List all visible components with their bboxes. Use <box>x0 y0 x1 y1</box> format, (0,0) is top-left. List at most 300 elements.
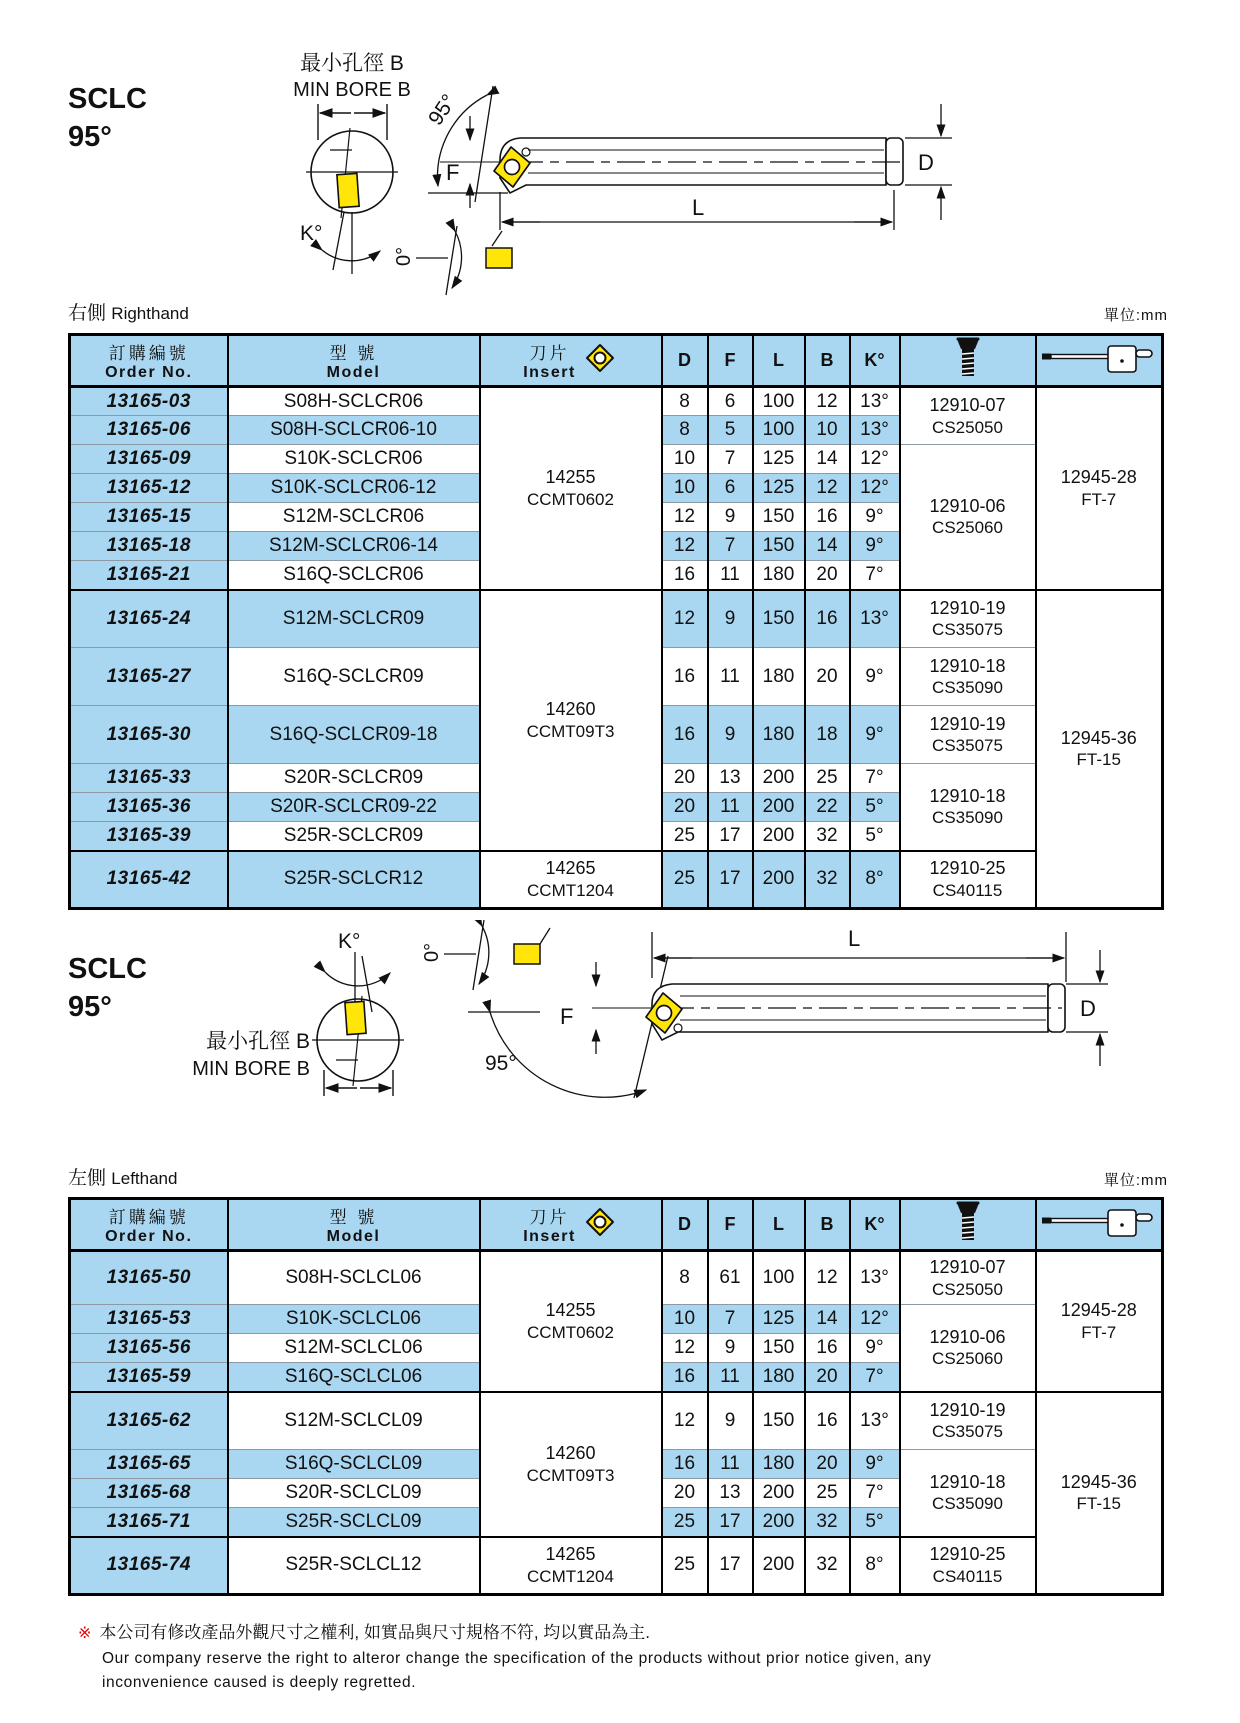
wrench-icon <box>1040 338 1158 378</box>
insert-header-zh: 刀片 <box>529 1208 570 1227</box>
order-cell: 13165-59 <box>70 1363 228 1392</box>
diagram-lefthand <box>0 920 1240 1192</box>
k-cell: 8° <box>850 1537 900 1595</box>
b-cell: 14 <box>805 532 850 561</box>
l-cell: 180 <box>753 1450 805 1479</box>
edge-angle-label: 95° <box>485 1052 517 1075</box>
b-cell: 12 <box>805 1251 850 1305</box>
insert-header-text <box>523 339 576 382</box>
insert-header-en: Insert <box>523 1228 576 1245</box>
d-header: D <box>662 335 708 387</box>
k-cell: 13° <box>850 1251 900 1305</box>
order-cell: 13165-36 <box>70 793 228 822</box>
f-cell: 11 <box>708 1363 753 1392</box>
insert-header-wrap <box>481 1203 661 1246</box>
edge-angle-label: 95° <box>424 90 461 130</box>
l-cell: 200 <box>753 764 805 793</box>
screw-cell-line2: CS35090 <box>932 1494 1003 1514</box>
zero-angle-label: 0° <box>393 246 415 266</box>
side-view <box>440 138 903 193</box>
screw-cell-line1: 12910-19 <box>929 597 1006 618</box>
order-header-en: Order No. <box>105 364 193 381</box>
l-cell: 150 <box>753 590 805 648</box>
order-cell: 13165-18 <box>70 532 228 561</box>
hand-label <box>68 298 189 325</box>
k-cell: 5° <box>850 822 900 851</box>
model-cell: S10K-SCLCR06-12 <box>228 474 480 503</box>
screw-cell-line1: 12910-07 <box>929 395 1006 416</box>
f-dim-label: F <box>446 160 460 185</box>
insert-cell-line2: CCMT0602 <box>527 1322 614 1342</box>
model-cell: S20R-SCLCR09 <box>228 764 480 793</box>
insert-cell <box>480 1537 662 1595</box>
f-cell: 5 <box>708 416 753 445</box>
insert-cell-line2: CCMT09T3 <box>526 1465 615 1485</box>
d-cell: 10 <box>662 445 708 474</box>
wrench-cell-line1: 12945-36 <box>1060 727 1137 748</box>
order-cell: 13165-53 <box>70 1305 228 1334</box>
l-cell: 125 <box>753 474 805 503</box>
insert-header <box>480 1199 662 1251</box>
screw-cell-line1: 12910-19 <box>929 713 1006 734</box>
hand-label-en: Lefthand <box>111 1169 178 1188</box>
order-header-zh: 訂購編號 <box>108 344 189 363</box>
f-cell: 13 <box>708 1479 753 1508</box>
screw-cell <box>900 387 1036 445</box>
insert-cell <box>480 590 662 851</box>
l-cell: 180 <box>753 561 805 590</box>
b-cell: 32 <box>805 1508 850 1537</box>
f-cell: 11 <box>708 561 753 590</box>
f-cell: 6 <box>708 387 753 416</box>
b-cell: 32 <box>805 851 850 909</box>
d-cell: 10 <box>662 1305 708 1334</box>
model-cell: S08H-SCLCR06-10 <box>228 416 480 445</box>
screw-cell-line2: CS25050 <box>932 417 1003 437</box>
model-cell: S10K-SCLCR06 <box>228 445 480 474</box>
insert-front <box>337 173 359 207</box>
b-cell: 14 <box>805 1305 850 1334</box>
b-cell: 22 <box>805 793 850 822</box>
l-cell: 200 <box>753 1479 805 1508</box>
insert-header-wrap <box>481 339 661 382</box>
insert-cell <box>480 851 662 909</box>
b-header: B <box>805 335 850 387</box>
wrench-cell-line2: FT-7 <box>1081 489 1117 509</box>
screw-header <box>900 1199 1036 1251</box>
l-dim-label: L <box>848 926 861 951</box>
order-cell: 13165-68 <box>70 1479 228 1508</box>
insert-header-text <box>523 1203 576 1246</box>
k-cell: 7° <box>850 764 900 793</box>
f-header: F <box>708 335 753 387</box>
d-cell: 25 <box>662 822 708 851</box>
wrench-cell-line1: 12945-36 <box>1060 1471 1137 1492</box>
b-cell: 32 <box>805 1537 850 1595</box>
k-angle-label: K° <box>338 930 361 953</box>
unit-label: 單位:mm <box>1103 1172 1168 1189</box>
screw-cell <box>900 1450 1036 1537</box>
k-cell: 9° <box>850 706 900 764</box>
series-title: SCLC <box>68 83 147 115</box>
footnote-en-line2: inconvenience caused is deeply regretted. <box>102 1674 417 1692</box>
f-cell: 9 <box>708 503 753 532</box>
d-header: D <box>662 1199 708 1251</box>
screw-cell <box>900 648 1036 706</box>
screw-cell-line2: CS35090 <box>932 808 1003 828</box>
series-angle: 95° <box>68 121 112 153</box>
l-cell: 125 <box>753 1305 805 1334</box>
b-cell: 16 <box>805 503 850 532</box>
f-cell: 9 <box>708 706 753 764</box>
screw-cell <box>900 590 1036 648</box>
f-cell: 17 <box>708 1508 753 1537</box>
model-cell: S12M-SCLCR06 <box>228 503 480 532</box>
insert-cell-line1: 14260 <box>545 699 596 720</box>
b-cell: 16 <box>805 1334 850 1363</box>
series-title: SCLC <box>68 953 147 985</box>
k-cell: 9° <box>850 503 900 532</box>
d-cell: 20 <box>662 793 708 822</box>
d-cell: 16 <box>662 706 708 764</box>
k-cell: 13° <box>850 590 900 648</box>
d-cell: 12 <box>662 503 708 532</box>
f-cell: 9 <box>708 590 753 648</box>
wrench-cell <box>1036 1251 1163 1392</box>
screw-cell-line1: 12910-06 <box>929 495 1006 516</box>
screw-cell-line2: CS40115 <box>932 1566 1003 1586</box>
l-cell: 180 <box>753 706 805 764</box>
model-cell: S25R-SCLCR12 <box>228 851 480 909</box>
k-cell: 8° <box>850 851 900 909</box>
screw-cell <box>900 706 1036 764</box>
l-cell: 200 <box>753 822 805 851</box>
front-view <box>312 996 404 1086</box>
screw-cell-line1: 12910-18 <box>929 785 1006 806</box>
wrench-cell <box>1036 1392 1163 1595</box>
l-cell: 200 <box>753 793 805 822</box>
side-view <box>592 984 1065 1040</box>
k-cell: 9° <box>850 532 900 561</box>
b-cell: 14 <box>805 445 850 474</box>
section-righthand-caption <box>68 298 1168 325</box>
min-bore-label-zh: 最小孔徑 B <box>206 1030 310 1053</box>
f-cell: 7 <box>708 532 753 561</box>
d-cell: 20 <box>662 1479 708 1508</box>
b-header: B <box>805 1199 850 1251</box>
screw-icon <box>954 336 982 380</box>
k-cell: 7° <box>850 1479 900 1508</box>
model-cell: S12M-SCLCL09 <box>228 1392 480 1450</box>
screw-cell <box>900 1251 1036 1305</box>
k-cell: 5° <box>850 1508 900 1537</box>
model-cell: S16Q-SCLCR09 <box>228 648 480 706</box>
model-header <box>228 1199 480 1251</box>
d-cell: 8 <box>662 1251 708 1305</box>
series-angle: 95° <box>68 991 112 1023</box>
screw-cell <box>900 764 1036 851</box>
model-cell: S16Q-SCLCR06 <box>228 561 480 590</box>
l-cell: 180 <box>753 648 805 706</box>
model-header-en: Model <box>326 1228 381 1245</box>
d-cell: 16 <box>662 1363 708 1392</box>
screw-cell-line1: 12910-18 <box>929 1471 1006 1492</box>
order-cell: 13165-74 <box>70 1537 228 1595</box>
order-cell: 13165-71 <box>70 1508 228 1537</box>
hand-label-zh: 右側 <box>68 303 107 324</box>
order-header-en: Order No. <box>105 1228 193 1245</box>
footnote-en <box>102 1647 1188 1695</box>
l-cell: 150 <box>753 1334 805 1363</box>
table-righthand <box>68 333 1164 910</box>
insert-cell-line2: CCMT1204 <box>527 1566 614 1586</box>
screw-cell-line2: CS35075 <box>932 1422 1003 1442</box>
k-cell: 7° <box>850 1363 900 1392</box>
l-dim-label: L <box>692 195 705 220</box>
order-cell: 13165-27 <box>70 648 228 706</box>
b-cell: 20 <box>805 1363 850 1392</box>
order-cell: 13165-30 <box>70 706 228 764</box>
screw-cell-line1: 12910-19 <box>929 1399 1006 1420</box>
f-cell: 17 <box>708 1537 753 1595</box>
screw-cell <box>900 445 1036 590</box>
b-cell: 10 <box>805 416 850 445</box>
wrench-cell-line1: 12945-28 <box>1060 1300 1137 1321</box>
f-dim-label: F <box>560 1004 574 1029</box>
screw-cell-line2: CS25050 <box>932 1279 1003 1299</box>
order-cell: 13165-21 <box>70 561 228 590</box>
screw-icon <box>954 1200 982 1244</box>
order-cell: 13165-65 <box>70 1450 228 1479</box>
model-cell: S20R-SCLCR09-22 <box>228 793 480 822</box>
order-header <box>70 1199 228 1251</box>
d-cell: 12 <box>662 590 708 648</box>
footnote <box>78 1618 1188 1695</box>
hand-label <box>68 1163 177 1190</box>
model-cell: S16Q-SCLCR09-18 <box>228 706 480 764</box>
model-cell: S25R-SCLCL09 <box>228 1508 480 1537</box>
screw-cell-line2: CS35075 <box>932 620 1003 640</box>
k-cell: 13° <box>850 1392 900 1450</box>
model-cell: S12M-SCLCR06-14 <box>228 532 480 561</box>
model-cell: S20R-SCLCL09 <box>228 1479 480 1508</box>
k-cell: 9° <box>850 1450 900 1479</box>
order-header-zh: 訂購編號 <box>108 1208 189 1227</box>
min-bore-label-en: MIN BORE B <box>293 79 411 101</box>
order-cell: 13165-33 <box>70 764 228 793</box>
f-cell: 17 <box>708 851 753 909</box>
b-cell: 16 <box>805 1392 850 1450</box>
screw-cell-line1: 12910-25 <box>929 1544 1006 1565</box>
d-cell: 12 <box>662 532 708 561</box>
front-view <box>306 128 398 218</box>
order-cell: 13165-62 <box>70 1392 228 1450</box>
l-cell: 200 <box>753 1508 805 1537</box>
k-cell: 13° <box>850 387 900 416</box>
d-cell: 16 <box>662 1450 708 1479</box>
k-angle <box>322 212 380 274</box>
insert-header <box>480 335 662 387</box>
min-bore-dimension <box>318 104 387 140</box>
order-cell: 13165-03 <box>70 387 228 416</box>
l-cell: 150 <box>753 532 805 561</box>
model-cell: S16Q-SCLCL06 <box>228 1363 480 1392</box>
table-lefthand <box>68 1197 1164 1596</box>
screw-cell-line1: 12910-18 <box>929 655 1006 676</box>
d-cell: 12 <box>662 1392 708 1450</box>
wrench-cell <box>1036 590 1163 909</box>
wrench-cell-line2: FT-7 <box>1081 1322 1117 1342</box>
wrench-icon <box>1040 1202 1158 1242</box>
section-lefthand-caption <box>68 1163 1168 1190</box>
screw-cell <box>900 851 1036 909</box>
f-cell: 6 <box>708 474 753 503</box>
k-cell: 9° <box>850 1334 900 1363</box>
footnote-zh: 本公司有修改產品外觀尺寸之權利, 如實品與尺寸規格不符, 均以實品為主. <box>99 1623 651 1642</box>
order-cell: 13165-50 <box>70 1251 228 1305</box>
k-cell: 5° <box>850 793 900 822</box>
wrench-cell <box>1036 387 1163 590</box>
order-cell: 13165-06 <box>70 416 228 445</box>
min-bore-label-zh: 最小孔徑 B <box>300 52 404 75</box>
b-cell: 25 <box>805 764 850 793</box>
order-cell: 13165-56 <box>70 1334 228 1363</box>
k-cell: 7° <box>850 561 900 590</box>
insert-header-zh: 刀片 <box>529 344 570 363</box>
screw-header <box>900 335 1036 387</box>
l-cell: 100 <box>753 1251 805 1305</box>
model-header <box>228 335 480 387</box>
min-bore-label-en: MIN BORE B <box>192 1058 310 1080</box>
k-cell: 12° <box>850 1305 900 1334</box>
insert-icon <box>582 342 618 374</box>
model-cell: S12M-SCLCL06 <box>228 1334 480 1363</box>
insert-detail <box>514 944 540 964</box>
b-cell: 20 <box>805 648 850 706</box>
order-cell: 13165-42 <box>70 851 228 909</box>
l-cell: 150 <box>753 1392 805 1450</box>
diagram-righthand <box>0 0 1240 305</box>
screw-cell-line1: 12910-25 <box>929 858 1006 879</box>
k-cell: 12° <box>850 474 900 503</box>
f-header: F <box>708 1199 753 1251</box>
insert-cell-line1: 14255 <box>545 467 596 488</box>
l-cell: 100 <box>753 387 805 416</box>
model-cell: S16Q-SCLCL09 <box>228 1450 480 1479</box>
insert-cell-line2: CCMT0602 <box>527 489 614 509</box>
insert-cell <box>480 1392 662 1537</box>
zero-angle-label: 0° <box>421 942 443 962</box>
k-cell: 13° <box>850 416 900 445</box>
screw-cell <box>900 1392 1036 1450</box>
d-cell: 25 <box>662 1508 708 1537</box>
insert-cell-line1: 14255 <box>545 1300 596 1321</box>
d-cell: 10 <box>662 474 708 503</box>
order-cell: 13165-15 <box>70 503 228 532</box>
l-cell: 200 <box>753 1537 805 1595</box>
screw-cell-line2: CS25060 <box>932 1349 1003 1369</box>
d-cell: 8 <box>662 387 708 416</box>
b-cell: 16 <box>805 590 850 648</box>
insert-cell <box>480 387 662 590</box>
l-header: L <box>753 335 805 387</box>
f-cell: 7 <box>708 1305 753 1334</box>
order-header <box>70 335 228 387</box>
l-cell: 200 <box>753 851 805 909</box>
l-cell: 100 <box>753 416 805 445</box>
b-cell: 32 <box>805 822 850 851</box>
b-cell: 25 <box>805 1479 850 1508</box>
k-cell: 12° <box>850 445 900 474</box>
order-cell: 13165-12 <box>70 474 228 503</box>
d-cell: 16 <box>662 561 708 590</box>
b-cell: 18 <box>805 706 850 764</box>
unit-label: 單位:mm <box>1103 307 1168 324</box>
wrench-header <box>1036 335 1163 387</box>
model-cell: S25R-SCLCL12 <box>228 1537 480 1595</box>
screw-cell <box>900 1537 1036 1595</box>
k-header: K° <box>850 1199 900 1251</box>
order-cell: 13165-09 <box>70 445 228 474</box>
wrench-cell-line2: FT-15 <box>1076 1494 1121 1514</box>
d-cell: 8 <box>662 416 708 445</box>
f-cell: 61 <box>708 1251 753 1305</box>
f-cell: 7 <box>708 445 753 474</box>
b-cell: 20 <box>805 561 850 590</box>
l-cell: 180 <box>753 1363 805 1392</box>
f-cell: 11 <box>708 648 753 706</box>
insert-detail <box>486 248 512 268</box>
model-cell: S08H-SCLCL06 <box>228 1251 480 1305</box>
insert-cell-line1: 14265 <box>545 1544 596 1565</box>
footnote-zh-line <box>78 1618 1188 1643</box>
wrench-cell-line1: 12945-28 <box>1060 467 1137 488</box>
d-cell: 20 <box>662 764 708 793</box>
screw-cell-line2: CS25060 <box>932 518 1003 538</box>
d-cell: 12 <box>662 1334 708 1363</box>
l-cell: 150 <box>753 503 805 532</box>
insert-cell-line1: 14260 <box>545 1443 596 1464</box>
b-cell: 20 <box>805 1450 850 1479</box>
order-cell: 13165-39 <box>70 822 228 851</box>
insert-header-en: Insert <box>523 364 576 381</box>
insert-cell-line2: CCMT09T3 <box>526 721 615 741</box>
f-cell: 9 <box>708 1392 753 1450</box>
screw-cell-line2: CS35075 <box>932 736 1003 756</box>
f-cell: 17 <box>708 822 753 851</box>
k-header: K° <box>850 335 900 387</box>
insert-cell-line2: CCMT1204 <box>527 880 614 900</box>
d-cell: 25 <box>662 851 708 909</box>
screw-cell <box>900 1305 1036 1392</box>
insert-front <box>345 1001 366 1034</box>
f-cell: 11 <box>708 793 753 822</box>
model-cell: S12M-SCLCR09 <box>228 590 480 648</box>
order-cell: 13165-24 <box>70 590 228 648</box>
b-cell: 12 <box>805 387 850 416</box>
f-cell: 11 <box>708 1450 753 1479</box>
f-cell: 13 <box>708 764 753 793</box>
d-dim-label: D <box>1080 996 1096 1021</box>
hand-label-en: Righthand <box>111 304 189 323</box>
screw-cell-line2: CS40115 <box>932 880 1003 900</box>
model-cell: S10K-SCLCL06 <box>228 1305 480 1334</box>
wrench-header <box>1036 1199 1163 1251</box>
footnote-en-line1: Our company reserve the right to alteror change the specification of the products without prior notice given, any <box>102 1650 932 1667</box>
d-dim-label: D <box>918 150 934 175</box>
d-cell: 25 <box>662 1537 708 1595</box>
model-header-zh: 型 號 <box>329 344 378 363</box>
